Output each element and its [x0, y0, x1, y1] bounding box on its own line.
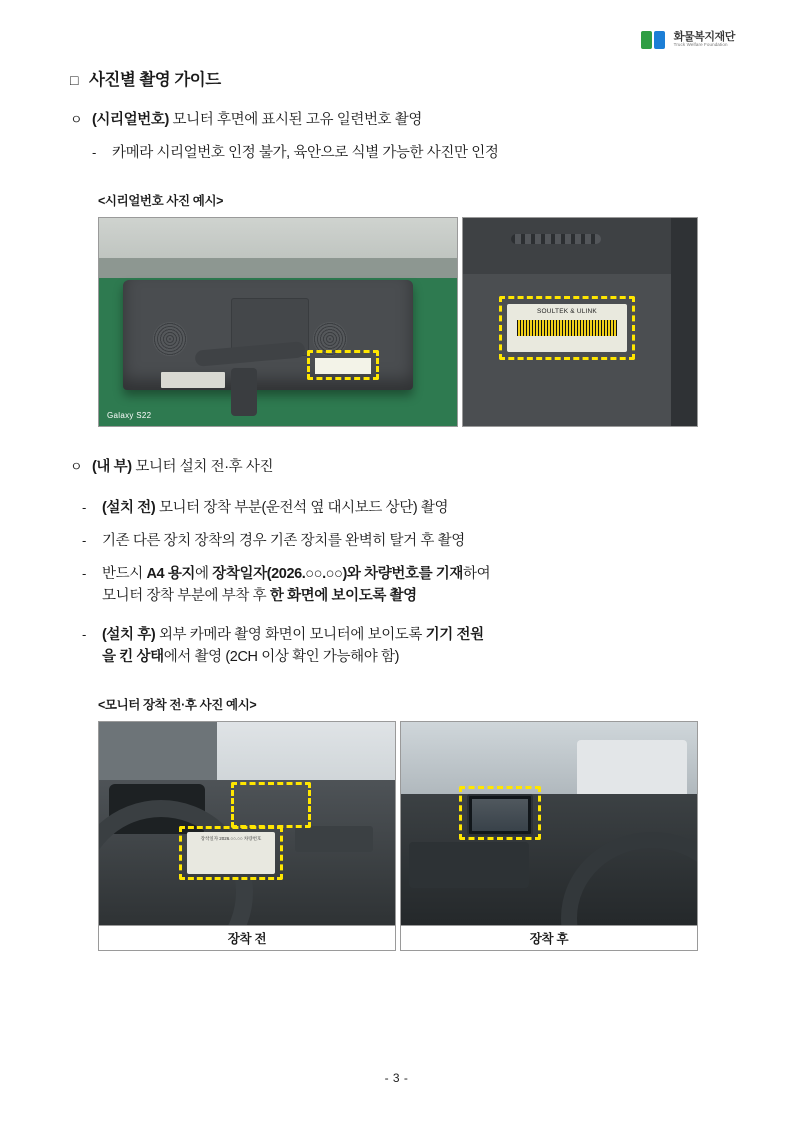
dash-bullet-icon: -: [92, 144, 96, 160]
square-bullet-icon: □: [70, 72, 78, 88]
circle-bullet-icon: ㅇ: [70, 458, 83, 474]
logo-name: 화물복지재단: [673, 30, 735, 43]
highlight-box: [499, 296, 635, 360]
serial-photo-closeup: [462, 217, 698, 427]
highlight-box: [231, 782, 311, 828]
list-item-rest: 모니터 후면에 표시된 고유 일련번호 촬영: [168, 112, 422, 128]
highlight-box: [307, 350, 379, 380]
install-photo-after: [400, 721, 698, 926]
list-item-lead: (내 부): [92, 458, 132, 475]
list-item-text: 카메라 시리얼번호 인정 불가, 육안으로 식별 가능한 사진만 인정: [112, 144, 499, 161]
list-item-text: [92, 457, 725, 479]
serial-photo-wide: [98, 217, 458, 427]
two-squares-logo-icon: [638, 28, 668, 52]
highlight-box: [459, 786, 541, 840]
list-item: [70, 143, 725, 165]
text-line2-a: 모니터 장착 부분에 부착 후: [102, 587, 270, 604]
install-photo-caption: <모니터 장착 전·후 사진 예시>: [98, 697, 257, 712]
list-item: [70, 498, 725, 520]
text-bold-1: A4 용지: [146, 565, 196, 582]
list-item-text: [102, 498, 725, 520]
foundation-logo: [638, 28, 735, 52]
list-item-text: [92, 110, 725, 132]
install-photo-caption-row: [98, 926, 698, 951]
list-item-lead: (시리얼번호): [92, 112, 169, 128]
list-item-rest: 모니터 설치 전·후 사진: [131, 458, 274, 475]
dash-bullet-icon: -: [82, 533, 86, 548]
text-part-3: 하여: [463, 565, 491, 582]
list-item: [70, 457, 725, 479]
document-content: [70, 66, 725, 951]
serial-photo-row: [98, 217, 698, 427]
photo-caption-after: 장착 후: [400, 926, 698, 951]
list-item-text: [102, 564, 725, 608]
photo-device-label: Galaxy S22: [107, 410, 152, 420]
text-line2-bold: 을 킨 상태: [102, 649, 164, 665]
text-part-2: 에: [195, 565, 213, 582]
serial-photo-caption: <시리얼번호 사진 예시>: [98, 193, 224, 208]
circle-bullet-icon: ㅇ: [70, 112, 83, 127]
install-photo-before: [98, 721, 396, 926]
photo-caption-before: 장착 전: [98, 926, 396, 951]
list-item-text: 기존 다른 장치 장착의 경우 기존 장치를 완벽히 탈거 후 촬영: [102, 533, 465, 549]
page-title: [70, 66, 725, 90]
dash-bullet-icon: -: [82, 627, 86, 643]
list-item-text: [102, 625, 725, 669]
text-line2-bold: 한 화면에 보이도록 촬영: [269, 587, 417, 604]
list-item-rest: 모니터 장착 부분(운전석 옆 대시보드 상단) 촬영: [155, 500, 449, 517]
list-item: [70, 625, 725, 669]
serial-sticker-text: SOULTEK & ULINK: [537, 307, 597, 315]
highlight-box: [179, 826, 283, 880]
text-line2-rest: 에서 촬영 (2CH 이상 확인 가능해야 함): [163, 649, 400, 665]
list-item: [70, 531, 725, 553]
a4-paper-note: 장착일자 2026.○○.○○ 차량번호: [187, 832, 275, 874]
list-item-lead: (설치 전): [102, 500, 156, 517]
page-number: - 3 -: [384, 1071, 409, 1085]
text-part-1: 외부 카메라 촬영 화면이 모니터에 보이도록: [155, 627, 426, 644]
list-item-lead: (설치 후): [102, 627, 156, 644]
dash-bullet-icon: -: [82, 565, 86, 581]
list-item: [70, 564, 725, 608]
text-bold-1: 기기 전원: [425, 627, 484, 644]
logo-subtitle: Truck Welfare Foundation: [673, 42, 728, 48]
install-photo-row: [98, 721, 698, 926]
dash-bullet-icon: -: [82, 500, 86, 516]
list-item: [70, 110, 725, 132]
text-part-1: 반드시: [102, 565, 147, 582]
page-title-text: 사진별 촬영 가이드: [88, 71, 221, 89]
text-bold-2: 장착일자(2026.○○.○○)와 차량번호를 기재: [212, 565, 464, 582]
